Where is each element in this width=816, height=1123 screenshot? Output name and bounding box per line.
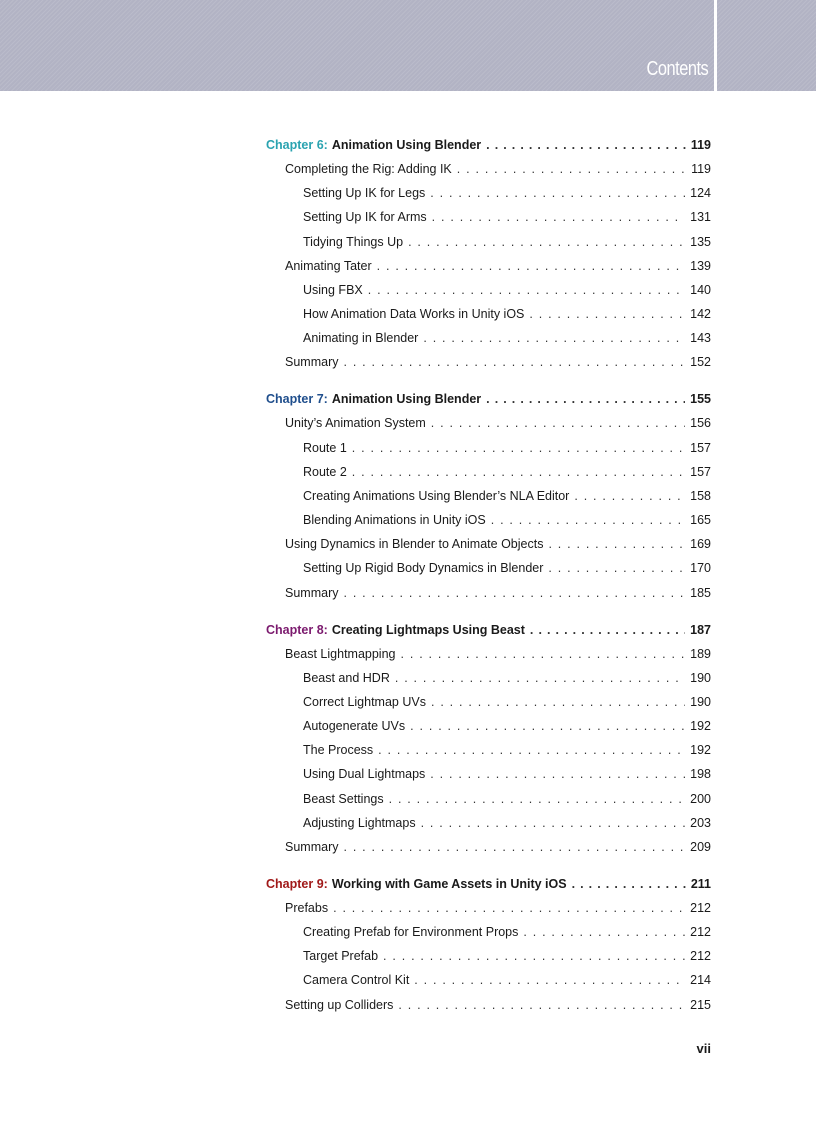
chapter-number: Chapter 6: [266, 138, 328, 152]
entry-title: Completing the Rig: Adding IK [285, 162, 452, 176]
toc-entry[interactable] [285, 646, 711, 662]
toc-entry[interactable] [285, 536, 711, 552]
page-number: 169 [690, 537, 711, 551]
dot-leader [383, 948, 685, 964]
dot-leader [352, 440, 685, 456]
page-number: 212 [690, 925, 711, 939]
entry-title: Camera Control Kit [303, 973, 410, 987]
toc-entry[interactable] [303, 185, 711, 201]
page-number: 209 [690, 840, 711, 854]
entry-title: Using FBX [303, 283, 363, 297]
toc-entry[interactable] [303, 306, 711, 322]
page-number: 212 [690, 901, 711, 915]
entry-title: Autogenerate UVs [303, 719, 406, 733]
dot-leader [377, 258, 686, 274]
entry-title: Correct Lightmap UVs [303, 695, 426, 709]
toc-entry[interactable] [303, 742, 711, 758]
dot-leader [343, 839, 685, 855]
entry-title: Beast Settings [303, 792, 384, 806]
chapter-number: Chapter 8: [266, 623, 328, 637]
toc-entry[interactable] [303, 464, 711, 480]
page-number: 170 [690, 561, 711, 575]
dot-leader [572, 876, 686, 892]
entry-title: Animating in Blender [303, 331, 419, 345]
entry-title: Target Prefab [303, 949, 379, 963]
page-number: 192 [690, 743, 711, 757]
dot-leader [408, 234, 685, 250]
toc-entry[interactable] [303, 948, 711, 964]
page-number: 152 [690, 355, 711, 369]
toc-entry[interactable] [303, 924, 711, 940]
toc-entry[interactable] [303, 234, 711, 250]
page-number: 185 [690, 586, 711, 600]
page-number: 143 [690, 331, 711, 345]
page-number: 212 [690, 949, 711, 963]
page-number: 187 [690, 623, 711, 637]
page-number: 165 [690, 513, 711, 527]
page-number: 156 [690, 416, 711, 430]
page-number: 190 [690, 671, 711, 685]
toc-entry[interactable] [303, 972, 711, 988]
entry-title: Setting up Colliders [285, 998, 394, 1012]
toc-entry[interactable] [303, 282, 711, 298]
page-number: 135 [690, 235, 711, 249]
toc-entry[interactable] [303, 815, 711, 831]
page-number: 192 [690, 719, 711, 733]
toc-entry[interactable] [303, 209, 711, 225]
dot-leader [548, 536, 685, 552]
entry-title: Beast and HDR [303, 671, 390, 685]
toc-entry[interactable] [303, 330, 711, 346]
toc-entry[interactable] [303, 718, 711, 734]
dot-leader [378, 742, 685, 758]
dot-leader [333, 900, 685, 916]
page-number: 157 [690, 465, 711, 479]
toc-chapter-9[interactable] [266, 876, 711, 892]
page-number: 124 [690, 186, 711, 200]
page-number: 200 [690, 792, 711, 806]
dot-leader [389, 791, 686, 807]
entry-title: Summary [285, 355, 339, 369]
toc-chapter-7[interactable] [266, 391, 711, 407]
dot-leader [343, 585, 685, 601]
dot-leader [410, 718, 685, 734]
toc-entry[interactable] [285, 161, 711, 177]
entry-title: Blending Animations in Unity iOS [303, 513, 486, 527]
dot-leader [529, 306, 685, 322]
entry-title: Unity’s Animation System [285, 416, 426, 430]
toc-entry[interactable] [285, 997, 711, 1013]
page-number: 189 [690, 647, 711, 661]
dot-leader [523, 924, 685, 940]
entry-title: Setting Up IK for Arms [303, 210, 427, 224]
toc-entry[interactable] [285, 258, 711, 274]
toc-entry[interactable] [303, 488, 711, 504]
entry-title: Creating Animations Using Blender’s NLA Editor [303, 489, 570, 503]
chapter-title: Animation Using Blender [331, 392, 482, 406]
chapter-number: Chapter 7: [266, 392, 328, 406]
toc-entry[interactable] [303, 560, 711, 576]
dot-leader [431, 415, 685, 431]
entry-title: Route 2 [303, 465, 347, 479]
toc-entry[interactable] [285, 354, 711, 370]
page-number: 131 [690, 210, 711, 224]
entry-title: The Process [303, 743, 374, 757]
entry-title: Setting Up IK for Legs [303, 186, 426, 200]
dot-leader [486, 391, 685, 407]
dot-leader [395, 670, 685, 686]
dot-leader [401, 646, 686, 662]
toc-entry[interactable] [303, 670, 711, 686]
toc-entry[interactable] [285, 900, 711, 916]
toc-entry[interactable] [285, 585, 711, 601]
entry-title: How Animation Data Works in Unity iOS [303, 307, 525, 321]
page-number: 214 [690, 973, 711, 987]
toc-chapter-6[interactable] [266, 137, 711, 153]
entry-title: Summary [285, 840, 339, 854]
dot-leader [414, 972, 685, 988]
chapter-title: Working with Game Assets in Unity iOS [331, 877, 567, 891]
dot-leader [430, 766, 685, 782]
dot-leader [574, 488, 685, 504]
page-number: 139 [690, 259, 711, 273]
dot-leader [530, 622, 685, 638]
dot-leader [423, 330, 685, 346]
page-number: 198 [690, 767, 711, 781]
page-number: 158 [690, 489, 711, 503]
entry-title: Adjusting Lightmaps [303, 816, 416, 830]
entry-title: Tidying Things Up [303, 235, 404, 249]
toc-chapter-8[interactable] [266, 622, 711, 638]
dot-leader [548, 560, 685, 576]
toc-entry[interactable] [303, 440, 711, 456]
toc-entry[interactable] [303, 791, 711, 807]
running-header-title: Contents [646, 58, 708, 80]
page-number: 140 [690, 283, 711, 297]
toc-entry[interactable] [285, 415, 711, 431]
page-number: 215 [690, 998, 711, 1012]
entry-title: Route 1 [303, 441, 347, 455]
page-number: 203 [690, 816, 711, 830]
chapter-number: Chapter 9: [266, 877, 328, 891]
toc-entry[interactable] [303, 694, 711, 710]
dot-leader [457, 161, 686, 177]
chapter-title: Creating Lightmaps Using Beast [331, 623, 525, 637]
entry-title: Summary [285, 586, 339, 600]
page-number: 211 [690, 877, 711, 891]
page-number: 142 [690, 307, 711, 321]
dot-leader [368, 282, 685, 298]
page-number: 119 [691, 162, 711, 176]
dot-leader [421, 815, 686, 831]
entry-title: Using Dual Lightmaps [303, 767, 426, 781]
dot-leader [343, 354, 685, 370]
entry-title: Creating Prefab for Environment Props [303, 925, 519, 939]
page-number: 119 [690, 138, 711, 152]
dot-leader [491, 512, 685, 528]
toc-entry[interactable] [303, 766, 711, 782]
entry-title: Beast Lightmapping [285, 647, 396, 661]
dot-leader [486, 137, 686, 153]
dot-leader [352, 464, 685, 480]
entry-title: Setting Up Rigid Body Dynamics in Blender [303, 561, 544, 575]
chapter-title: Animation Using Blender [331, 138, 482, 152]
toc-entry[interactable] [285, 839, 711, 855]
dot-leader [432, 209, 685, 225]
dot-leader [431, 694, 685, 710]
page-number: 190 [690, 695, 711, 709]
page-number: 157 [690, 441, 711, 455]
toc-entry[interactable] [303, 512, 711, 528]
dot-leader [398, 997, 685, 1013]
page-folio: vii [696, 1041, 711, 1056]
entry-title: Using Dynamics in Blender to Animate Objects [285, 537, 544, 551]
entry-title: Prefabs [285, 901, 329, 915]
entry-title: Animating Tater [285, 259, 372, 273]
page-number: 155 [690, 392, 711, 406]
dot-leader [430, 185, 685, 201]
